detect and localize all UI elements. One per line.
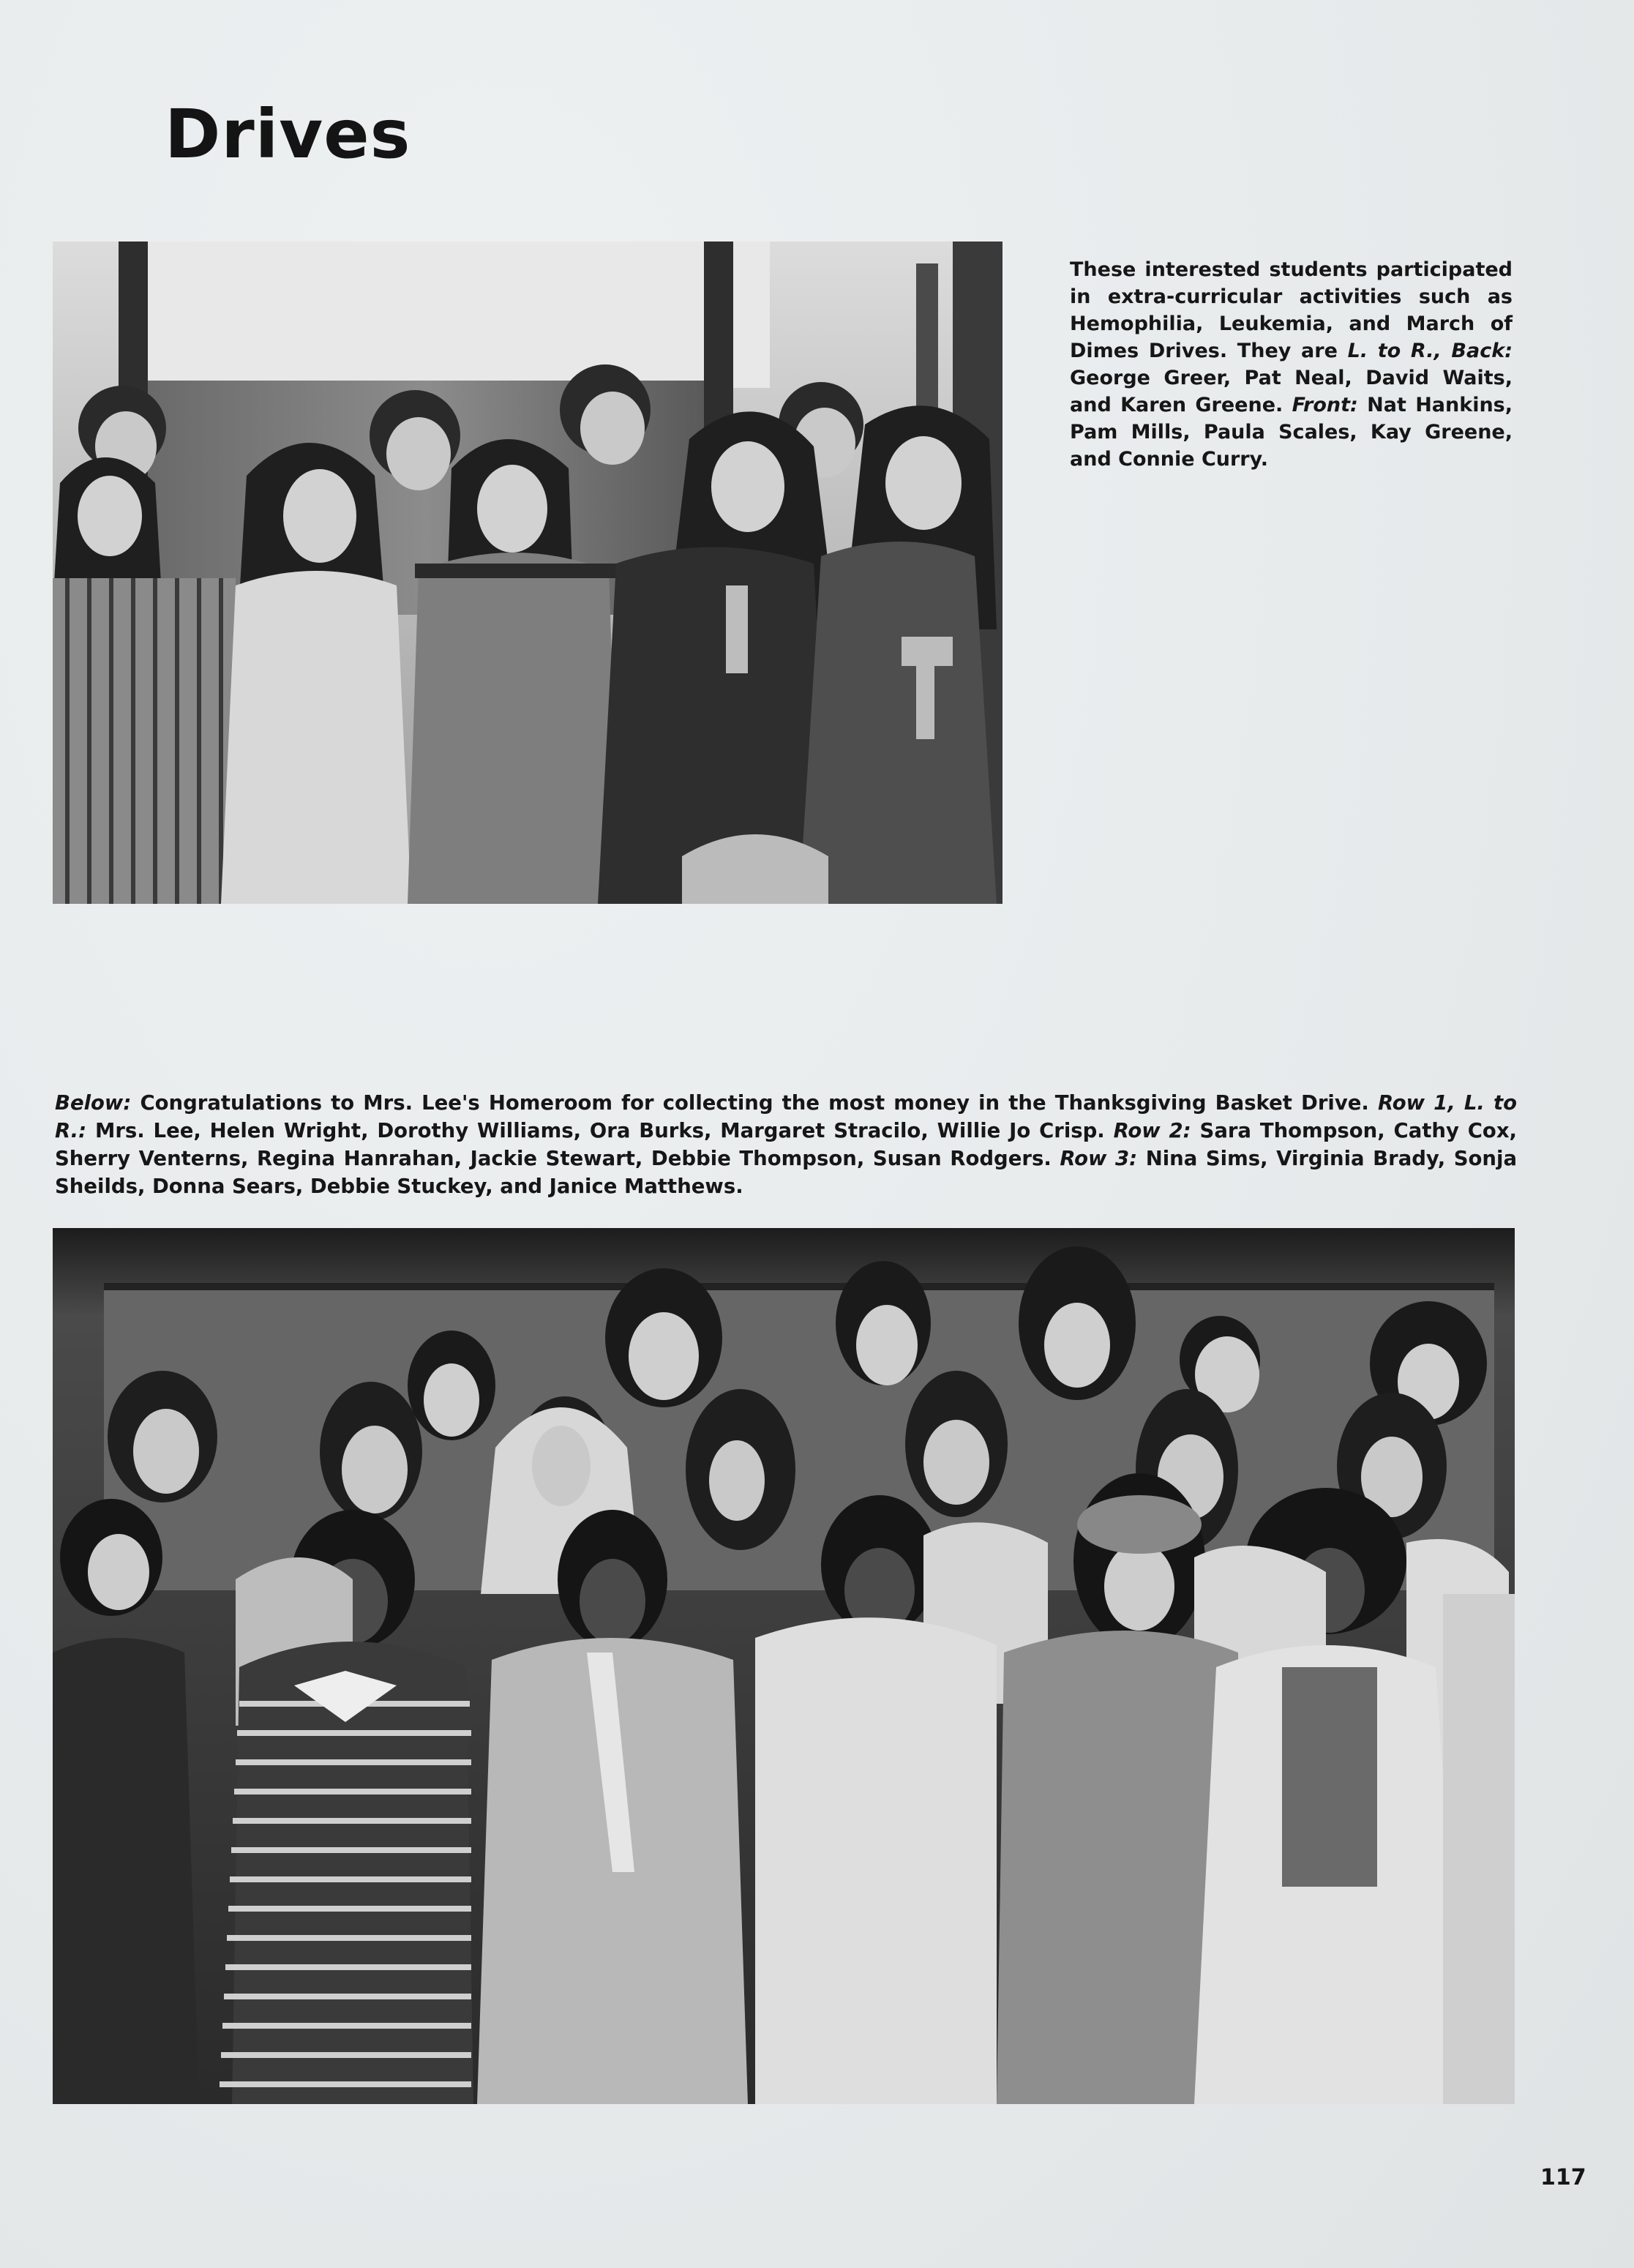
caption-front-names: Nat Hankins, Pam Mills, Paula Scales, Kay Greene, and Connie Curry. — [1070, 394, 1513, 471]
page-number: 117 — [1540, 2165, 1586, 2190]
group-photo-drives-students — [53, 242, 1002, 904]
caption-back-names: George Greer, Pat Neal, David Waits, and Karen Greene. — [1070, 367, 1513, 416]
top-photo-caption — [1070, 256, 1513, 473]
caption-row3-label: Row 3: — [1060, 1147, 1138, 1170]
caption-below-label: Below: — [55, 1091, 132, 1115]
page-title: Drives — [165, 95, 411, 173]
caption-row1-names: Mrs. Lee, Helen Wright, Dorothy Williams, Ora Burks, Margaret Stracilo, Willie Jo Crisp. — [86, 1119, 1114, 1142]
caption-back-label: L. to R., Back: — [1347, 340, 1513, 362]
caption-front-label: Front: — [1292, 394, 1358, 416]
bottom-photo-caption — [55, 1089, 1517, 1200]
caption-below-intro: Congratulations to Mrs. Lee's Homeroom for collecting the most money in the Thanksgiving Basket Drive. — [131, 1091, 1378, 1115]
caption-intro: These interested students participated in extra-curricular activities such as Hemophilia, Leukemia, and March of Dimes Drives. They are — [1070, 258, 1513, 362]
caption-row2-label: Row 2: — [1113, 1119, 1191, 1142]
caption-row1-label: Row 1, L. to R.: — [55, 1091, 1517, 1142]
group-photo-homeroom — [53, 1228, 1515, 2104]
caption-row3-names: Nina Sims, Virginia Brady, Sonja Sheilds, Donna Sears, Debbie Stuckey, and Janice Matthews. — [55, 1147, 1517, 1198]
caption-row2-names: Sara Thompson, Cathy Cox, Sherry Venterns, Regina Hanrahan, Jackie Stewart, Debbie Thompson, Susan Rodgers. — [55, 1119, 1517, 1170]
